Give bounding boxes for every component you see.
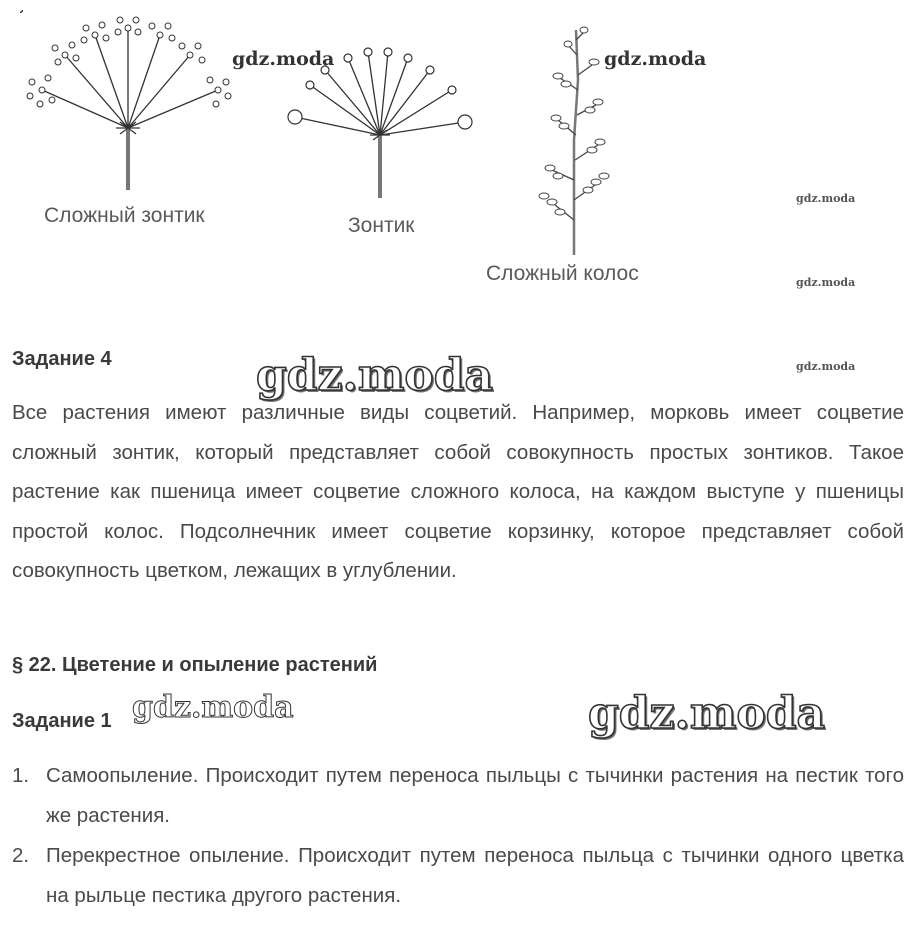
watermark: gdz.moda — [256, 350, 494, 401]
list-item — [12, 836, 904, 915]
watermark: gdz.moda — [132, 690, 294, 725]
watermark: gdz.moda — [232, 48, 335, 70]
list-item-text: Самоопыление. Происходит путем переноса пыльцы с тычинки растения на пестик того же растения. — [46, 764, 904, 827]
watermark: gdz.moda — [796, 192, 856, 205]
list-item — [12, 756, 904, 835]
task1-heading: Задание 1 — [12, 710, 112, 732]
list-item-number: 2. — [12, 844, 30, 867]
task4-heading: Задание 4 — [12, 348, 112, 370]
watermark: gdz.moda — [796, 360, 856, 373]
compound-spike-caption: Сложный колос — [486, 262, 639, 285]
list-item-number: 1. — [12, 764, 30, 787]
compound-umbel-drawing — [20, 10, 240, 195]
list-item-text: Перекрестное опыление. Происходит путем переноса пыльца с тычинки одного цветка на рыльце пестика другого растения. — [46, 844, 904, 907]
section-title: § 22. Цветение и опыление растений — [12, 654, 378, 676]
watermark: gdz.moda — [604, 48, 707, 70]
task4-paragraph: Все растения имеют различные виды соцветий. Например, морковь имеет соцветие сложный зонтик, который представляет собой совокупность простых зонтиков. Такое растение как пшеница имеет соцветие сложного колоса, на каждом выступе у пшеницы простой колос. Подсолнечник имеет соцветие корзинку, которое представляет собой совокупность цветком, лежащих в углублении. — [12, 401, 904, 582]
watermark: gdz.moda — [796, 276, 856, 289]
umbel-caption: Зонтик — [348, 214, 415, 237]
watermark: gdz.moda — [588, 688, 826, 739]
compound-umbel-caption: Сложный зонтик — [44, 204, 205, 227]
